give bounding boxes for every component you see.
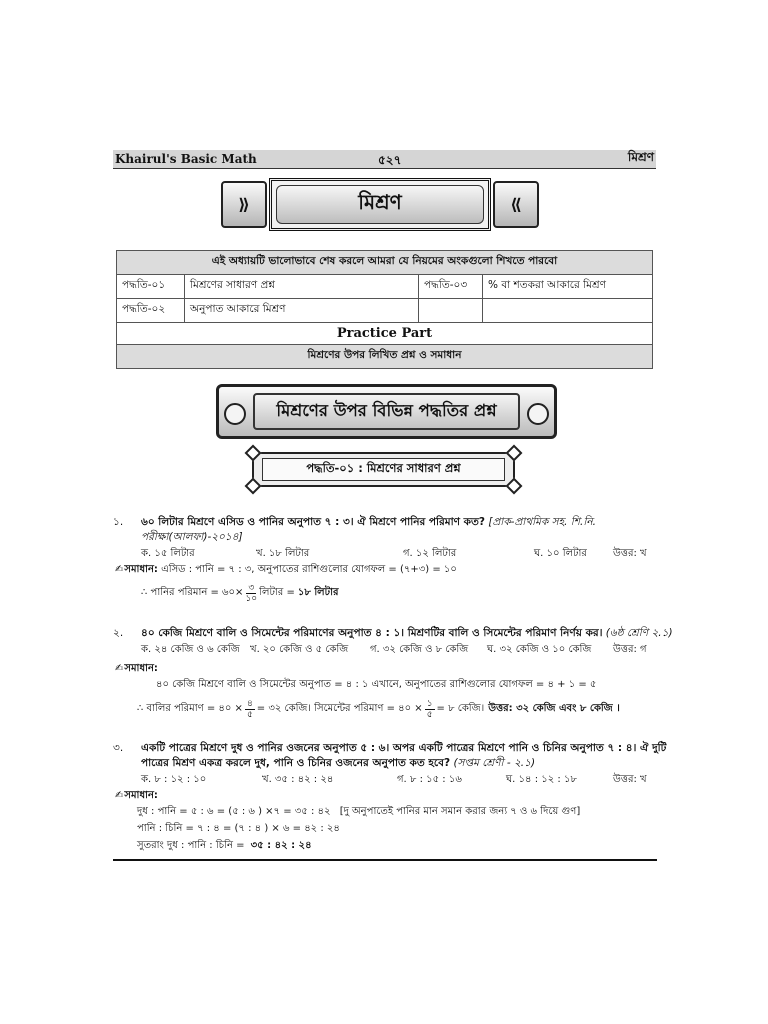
table-row — [117, 275, 653, 299]
option-c: গ. ৮ : ১৫ : ১৬ — [397, 774, 462, 785]
question-text: পাত্রের মিশ্রণ একত্র করলে দুধ, পানি ও চিনির ওজনের অনুপাত কত হবে? — [141, 757, 451, 769]
option-b: খ. ২০ কেজি ও ৫ কেজি — [250, 644, 349, 655]
chapter-name: মিশ্রণ — [627, 150, 654, 164]
solution-line — [141, 579, 338, 607]
option-d: ঘ. ১০ লিটার — [534, 548, 587, 559]
solution-text: ৪০ কেজি মিশ্রণে বালি ও সিমেন্টের অনুপাত = ৪ : ১ এখানে, অনুপাতের রাশিগুলোর যোগফল = ৪ + ১ = ৫ — [156, 679, 597, 690]
option-a: ক. ২৪ কেজি ও ৬ কেজি — [141, 644, 240, 655]
solution-line — [137, 694, 620, 724]
fraction-numerator: ৪ — [246, 698, 253, 709]
solution-text: এসিড : পানি = ৭ : ৩, অনুপাতের রাশিগুলোর যোগফল = (৭+৩) = ১০ — [161, 564, 457, 575]
question-number: ১. — [113, 516, 124, 528]
method-label: পদ্ধতি-০১ — [117, 275, 185, 299]
solution-text: পানি : চিনি = ৭ : ৪ = (৭ : ৪ ) × ৬ = ৪২ : ২৪ — [137, 823, 340, 834]
option-b: খ. ৩৫ : ৪২ : ২৪ — [262, 774, 334, 785]
chapter-title-frame — [269, 178, 491, 231]
pen-icon: ✍ — [115, 790, 124, 801]
solution-note: [দু অনুপাতেই পানির মান সমান করার জন্য ৭ ও ৬ দিয়ে গুণ] — [339, 806, 581, 817]
method-banner — [252, 452, 515, 487]
method-title — [483, 299, 653, 323]
solution-label: সমাধান: — [124, 663, 158, 674]
method-title: অনুপাত আকারে মিশ্রণ — [185, 299, 419, 323]
solution-result: ১৮ লিটার — [297, 586, 339, 598]
written-questions-heading: মিশ্রণের উপর লিখিত প্রশ্ন ও সমাধান — [117, 345, 653, 369]
question-number: ২. — [113, 627, 124, 639]
option-d: ঘ. ১৪ : ১২ : ১৮ — [506, 774, 577, 785]
solution-header — [115, 788, 158, 805]
section-title: মিশ্রণের উপর বিভিন্ন পদ্ধতির প্রশ্ন — [253, 393, 520, 430]
method-label: পদ্ধতি-০৩ — [419, 275, 483, 299]
banner-right-cap-icon: ⟪ — [493, 181, 539, 228]
banner-circle-icon — [527, 403, 549, 425]
solution-label: সমাধান: — [124, 790, 158, 801]
solution-text: = ৩২ কেজি। সিমেন্টের পরিমাণ = ৪০ × — [256, 702, 423, 714]
banner-circle-icon — [224, 403, 246, 425]
pen-icon: ✍ — [115, 663, 124, 674]
answer: উত্তর: খ — [613, 548, 647, 559]
chapter-contents-table — [116, 250, 653, 369]
corner-diamond-icon — [245, 478, 262, 495]
method-label: পদ্ধতি-০২ — [117, 299, 185, 323]
fraction-denominator: ৫ — [426, 709, 433, 720]
question-source: [প্রাক-প্রাথমিক সহ. শি.নি. পরীক্ষা(আলফা)-২০১৪] — [141, 516, 596, 543]
pen-icon: ✍ — [115, 564, 124, 575]
solution-header — [115, 661, 158, 678]
answer: উত্তর: গ — [613, 644, 647, 655]
corner-diamond-icon — [506, 445, 523, 462]
method-title: মিশ্রণের সাধারণ প্রশ্ন — [185, 275, 419, 299]
method-title: পদ্ধতি-০১ : মিশ্রণের সাধারণ প্রশ্ন — [262, 458, 505, 481]
page-number: ৫২৭ — [378, 153, 402, 167]
book-title: Khairul's Basic Math — [115, 152, 257, 166]
question-text: ৬০ লিটার মিশ্রণে এসিড ও পানির অনুপাত ৭ : ৩। ঐ মিশ্রণে পানির পরিমাণ কত? — [141, 516, 485, 528]
answer: উত্তর: খ — [613, 774, 647, 785]
section-banner — [216, 384, 557, 439]
option-c: গ. ৩২ কেজি ও ৮ কেজি — [370, 644, 469, 655]
solution-text: = ৮ কেজি। — [436, 702, 485, 714]
method-title: % বা শতকরা আকারে মিশ্রণ — [483, 275, 653, 299]
question-source: (সপ্তম শ্রেণী - ২.১) — [453, 757, 536, 769]
option-a: ক. ৮ : ১২ : ১০ — [141, 774, 207, 785]
solution-line — [115, 562, 457, 579]
question-number: ৩. — [113, 742, 124, 754]
fraction-denominator: ১০ — [245, 593, 258, 604]
table-row — [117, 299, 653, 323]
solution-label: সমাধান: — [124, 564, 158, 575]
solution-text: ∴ পানির পরিমান = ৬০× — [141, 586, 244, 598]
contents-intro: এই অধ্যায়টি ভালোভাবে শেষ করলে আমরা যে নিয়মের অংকগুলো শিখতে পারবো — [117, 251, 653, 275]
fraction — [245, 583, 257, 604]
fraction-numerator: ৩ — [248, 582, 255, 593]
solution-text: লিটার = — [259, 586, 295, 598]
solution-result: ৩৫ : ৪২ : ২৪ — [250, 840, 312, 851]
question-text: একটি পাত্রের মিশ্রণে দুধ ও পানির ওজনের অনুপাত ৫ : ৬। অপর একটি পাত্রের মিশ্রণে পানি ও চিনির অনুপাত ৭ : ৪। ঐ দুটি — [141, 742, 667, 754]
question-text-block — [141, 515, 655, 545]
question-text-block — [141, 756, 535, 773]
solution-text: দুধ : পানি = ৫ : ৬ = (৫ : ৬ ) ×৭ = ৩৫ : ৪২ — [137, 806, 331, 817]
solution-text: সুতরাং দুধ : পানি : চিনি = — [137, 840, 245, 851]
chapter-banner — [221, 178, 539, 231]
question-source: (৬ষ্ঠ শ্রেণি ২.১) — [605, 627, 673, 639]
solution-line — [137, 838, 312, 855]
corner-diamond-icon — [245, 445, 262, 462]
fraction-denominator: ৫ — [246, 709, 253, 720]
option-d: ঘ. ৩২ কেজি ও ১০ কেজি — [487, 644, 592, 655]
solution-line — [137, 804, 580, 821]
question-text-block — [141, 626, 673, 643]
fraction — [245, 699, 255, 720]
final-answer: উত্তর: ৩২ কেজি এবং ৮ কেজি । — [488, 702, 620, 714]
footer-divider — [113, 859, 657, 861]
page-header — [113, 150, 656, 169]
solution-text: ∴ বালির পরিমাণ = ৪০ × — [137, 702, 243, 714]
method-label — [419, 299, 483, 323]
fraction-numerator: ১ — [426, 698, 433, 709]
banner-left-cap-icon: ⟫ — [221, 181, 267, 228]
option-c: গ. ১২ লিটার — [403, 548, 457, 559]
corner-diamond-icon — [506, 478, 523, 495]
option-a: ক. ১৫ লিটার — [141, 548, 195, 559]
question-text: ৪০ কেজি মিশ্রণে বালি ও সিমেন্টের পরিমাণের অনুপাত ৪ : ১। মিশ্রণটির বালি ও সিমেন্টের পরিমাণ নির্ণয় কর। — [141, 627, 603, 639]
chapter-title: মিশ্রণ — [276, 185, 484, 224]
option-b: খ. ১৮ লিটার — [256, 548, 310, 559]
fraction — [425, 699, 435, 720]
practice-part-heading: Practice Part — [117, 323, 653, 345]
